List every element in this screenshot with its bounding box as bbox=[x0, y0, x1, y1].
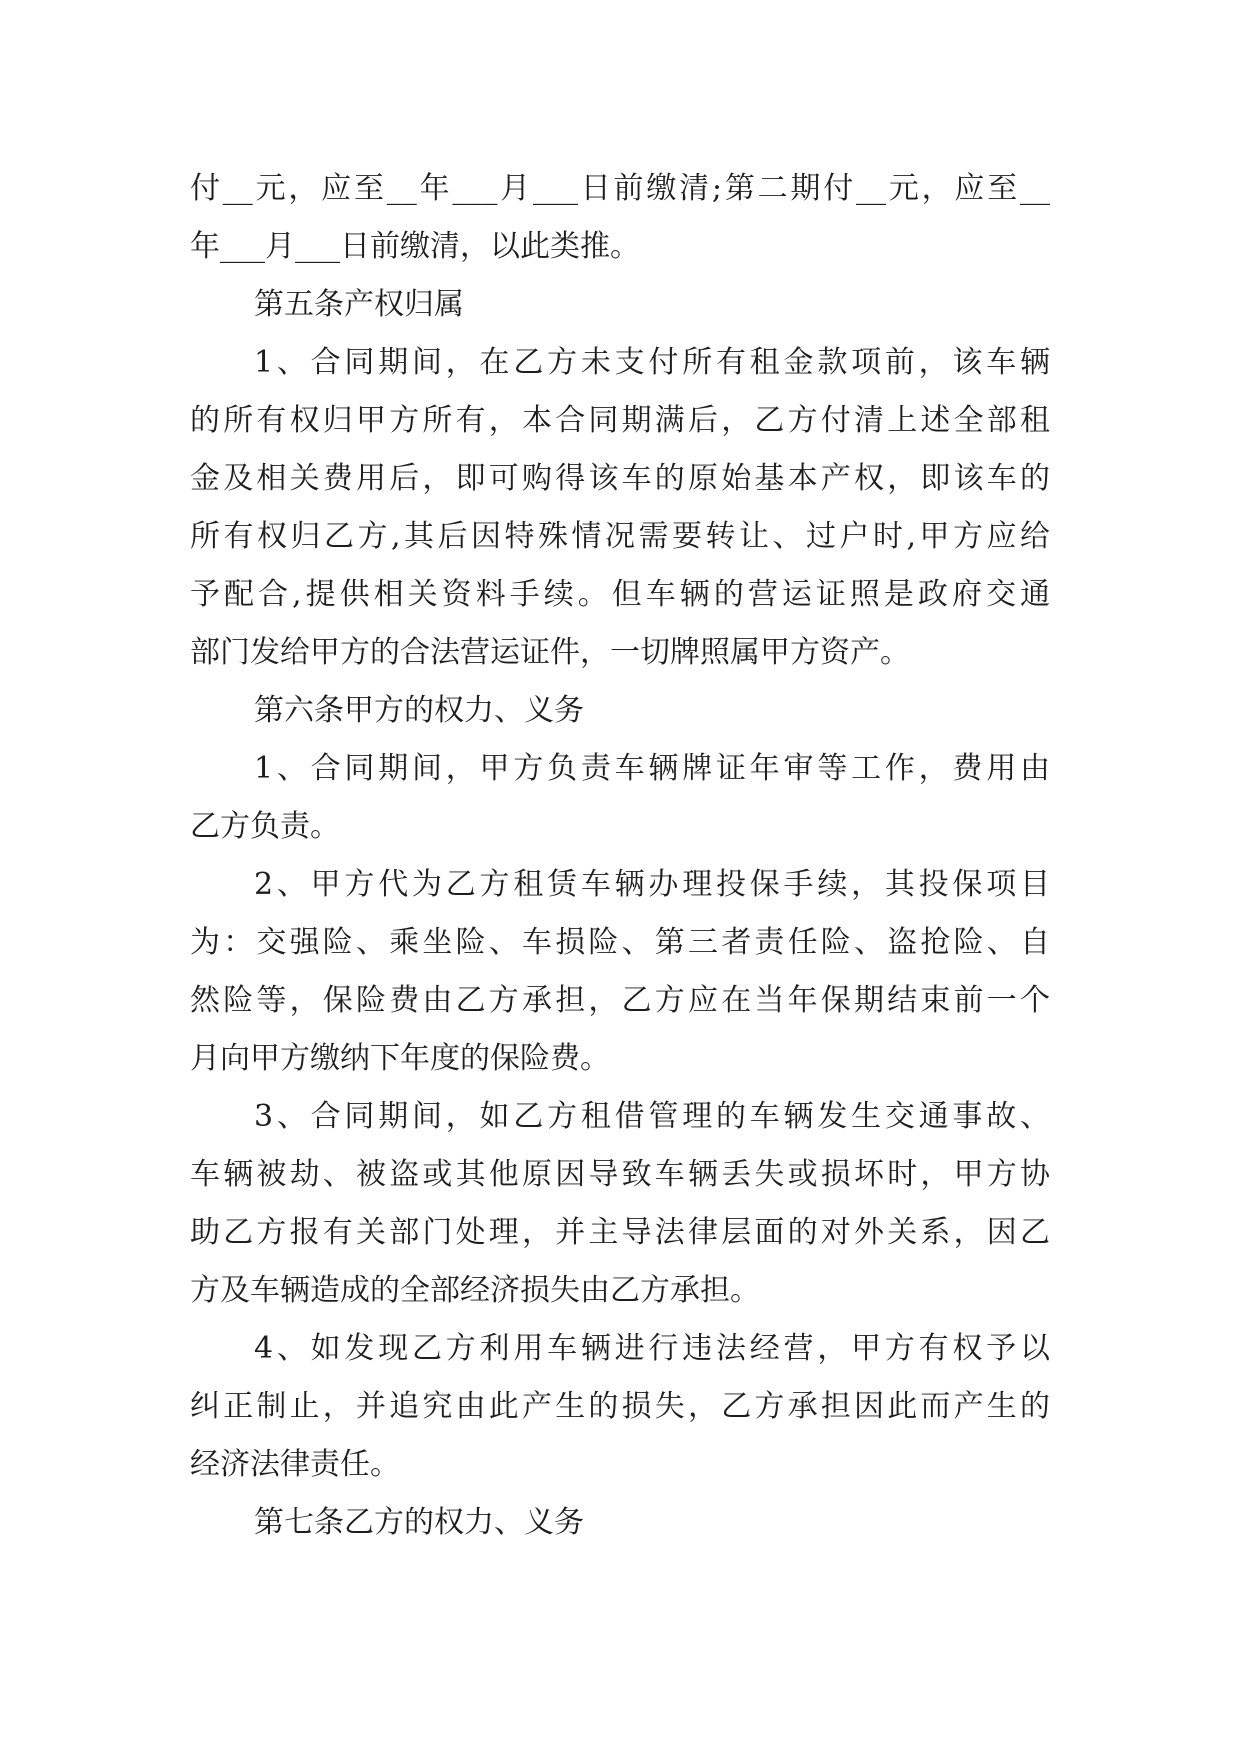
text-line: 2、甲方代为乙方租赁车辆办理投保手续，其投保项目 bbox=[254, 867, 1050, 902]
article-6-heading bbox=[190, 682, 1050, 740]
article-5-heading bbox=[190, 276, 1050, 334]
section-heading: 第六条甲方的权力、义务 bbox=[254, 693, 584, 728]
text-line: 助乙方报有关部门处理，并主导法律层面的对外关系，因乙 bbox=[190, 1215, 1050, 1250]
document-body bbox=[190, 160, 1050, 1552]
text-line: 3、合同期间，如乙方租借管理的车辆发生交通事故、 bbox=[254, 1099, 1050, 1134]
text-line: 车辆被劫、被盗或其他原因导致车辆丢失或损坏时，甲方协 bbox=[190, 1157, 1050, 1192]
text-line: 月向甲方缴纳下年度的保险费。 bbox=[190, 1041, 610, 1076]
article-6-clause-2 bbox=[190, 856, 1050, 1088]
article-7-heading bbox=[190, 1494, 1050, 1552]
article-6-clause-3 bbox=[190, 1088, 1050, 1320]
article-6-clause-1 bbox=[190, 740, 1050, 856]
text-line: 予配合,提供相关资料手续。但车辆的营运证照是政府交通 bbox=[190, 577, 1050, 612]
text-line: 然险等，保险费由乙方承担，乙方应在当年保期结束前一个 bbox=[190, 983, 1050, 1018]
text-line: 年___月___日前缴清，以此类推。 bbox=[190, 229, 640, 264]
text-line: 经济法律责任。 bbox=[190, 1447, 400, 1482]
article-5-clause-1 bbox=[190, 334, 1050, 682]
text-line: 部门发给甲方的合法营运证件，一切牌照属甲方资产。 bbox=[190, 635, 910, 670]
text-line: 1、合同期间，在乙方未支付所有租金款项前，该车辆 bbox=[254, 345, 1050, 380]
text-line: 付__元，应至__年___月___日前缴清;第二期付__元，应至__ bbox=[190, 171, 1050, 206]
text-line: 乙方负责。 bbox=[190, 809, 340, 844]
section-heading: 第七条乙方的权力、义务 bbox=[254, 1505, 584, 1540]
section-heading: 第五条产权归属 bbox=[254, 287, 464, 322]
article-6-clause-4 bbox=[190, 1320, 1050, 1494]
paragraph-payment-continuation bbox=[190, 160, 1050, 276]
text-line: 金及相关费用后，即可购得该车的原始基本产权，即该车的 bbox=[190, 461, 1050, 496]
text-line: 4、如发现乙方利用车辆进行违法经营，甲方有权予以 bbox=[254, 1331, 1050, 1366]
text-line: 1、合同期间，甲方负责车辆牌证年审等工作，费用由 bbox=[254, 751, 1050, 786]
text-line: 纠正制止，并追究由此产生的损失，乙方承担因此而产生的 bbox=[190, 1389, 1050, 1424]
text-line: 方及车辆造成的全部经济损失由乙方承担。 bbox=[190, 1273, 760, 1308]
text-line: 为：交强险、乘坐险、车损险、第三者责任险、盗抢险、自 bbox=[190, 925, 1050, 960]
text-line: 所有权归乙方,其后因特殊情况需要转让、过户时,甲方应给 bbox=[190, 519, 1050, 554]
text-line: 的所有权归甲方所有，本合同期满后，乙方付清上述全部租 bbox=[190, 403, 1050, 438]
